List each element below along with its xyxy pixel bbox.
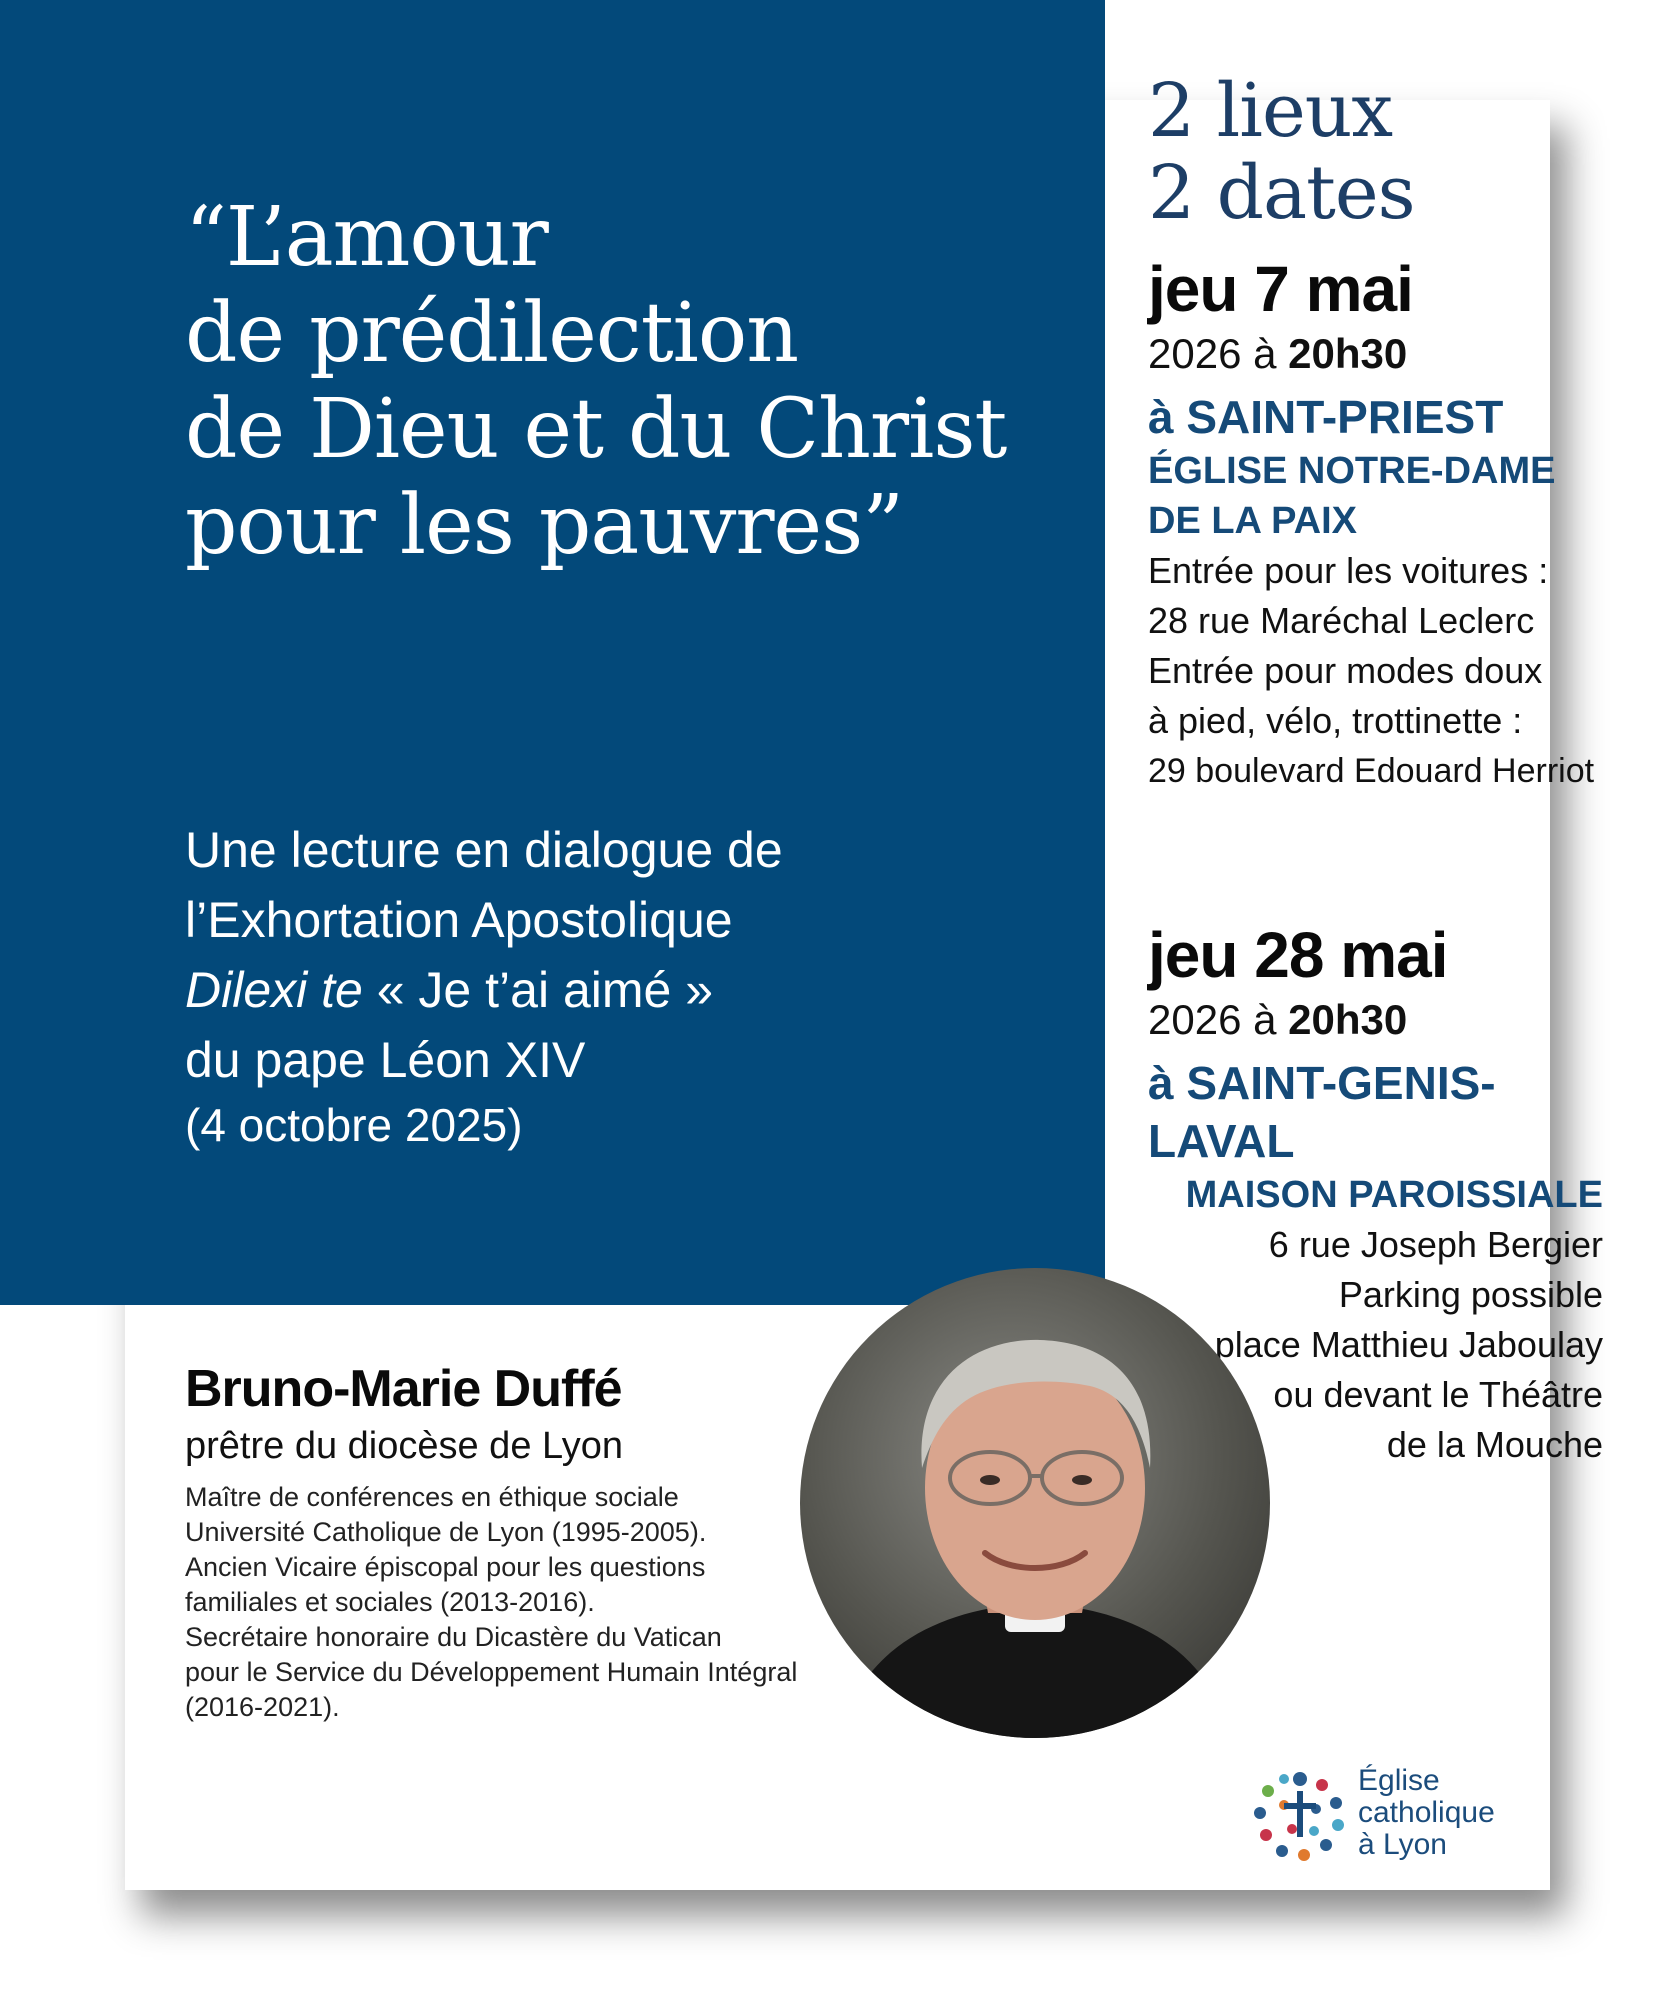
event2-time: 20h30 xyxy=(1288,996,1408,1043)
event1-info: Entrée pour les voitures : xyxy=(1148,550,1549,591)
logo-mark-icon xyxy=(1250,1765,1350,1865)
subtitle-line xyxy=(185,955,1085,1025)
speaker-role: prêtre du diocèse de Lyon xyxy=(185,1425,624,1467)
event2-venue: MAISON PAROISSIALE xyxy=(1185,1174,1603,1216)
bio-line: familiales et sociales (2013-2016). xyxy=(185,1587,595,1617)
logo-text xyxy=(1358,1765,1495,1861)
event1-date: jeu 7 mai xyxy=(1148,253,1413,325)
event1-time: 20h30 xyxy=(1288,330,1408,377)
event1-info: à pied, vélo, trottinette : xyxy=(1148,700,1523,741)
bio-line: Ancien Vicaire épiscopal pour les questions xyxy=(185,1552,706,1582)
event2-date: jeu 28 mai xyxy=(1148,919,1448,991)
speaker-name: Bruno-Marie Duffé xyxy=(185,1360,622,1418)
event2-info: Parking possible xyxy=(1338,1274,1603,1315)
quote-title xyxy=(185,190,1085,574)
bio-line: Maître de conférences en éthique sociale xyxy=(185,1482,679,1512)
subtitle-line: du pape Léon XIV xyxy=(185,1032,586,1088)
events-column xyxy=(1148,70,1648,796)
event1-year xyxy=(1148,326,1648,382)
event1-place: à SAINT-PRIEST xyxy=(1148,391,1504,443)
title-line: de Dieu et du Christ xyxy=(185,382,1007,477)
event1-info: Entrée pour modes doux xyxy=(1148,650,1543,691)
event1-info: 29 boulevard Edouard Herriot xyxy=(1148,752,1595,790)
speaker-info xyxy=(185,1358,885,1725)
event2-year-prefix: 2026 à xyxy=(1148,996,1289,1043)
logo-line: Église xyxy=(1358,1764,1440,1797)
event1-venue: DE LA PAIX xyxy=(1148,500,1358,542)
bio-line: Université Catholique de Lyon (1995-2005). xyxy=(185,1517,707,1547)
bio-line: Secrétaire honoraire du Dicastère du Vatican xyxy=(185,1622,722,1652)
subtitle-line: Une lecture en dialogue de xyxy=(185,822,783,878)
subtitle-date: (4 octobre 2025) xyxy=(185,1099,523,1151)
headline-line: 2 dates xyxy=(1148,150,1415,236)
event2-year xyxy=(1148,992,1603,1048)
subtitle-rest: « Je t’ai aimé » xyxy=(362,962,714,1018)
subtitle-italic: Dilexi te xyxy=(185,962,363,1018)
event2-info: place Matthieu Jaboulay xyxy=(1214,1324,1603,1365)
event1-info: 28 rue Maréchal Leclerc xyxy=(1148,600,1535,641)
event2-info: 6 rue Joseph Bergier xyxy=(1268,1224,1603,1265)
headline xyxy=(1148,70,1648,234)
event2-place: à SAINT-GENIS-LAVAL xyxy=(1148,1057,1496,1167)
title-line: de prédilection xyxy=(185,286,799,381)
title-line: “L’amour xyxy=(185,190,548,285)
diocese-logo xyxy=(1250,1765,1550,1865)
event2-info: de la Mouche xyxy=(1386,1424,1603,1465)
speaker-bio xyxy=(185,1480,885,1725)
bio-line: (2016-2021). xyxy=(185,1692,340,1722)
subtitle xyxy=(185,815,1085,1155)
headline-line: 2 lieux xyxy=(1148,68,1393,154)
event1-year-prefix: 2026 à xyxy=(1148,330,1289,377)
title-line: pour les pauvres” xyxy=(185,478,904,573)
event2-info: ou devant le Théâtre xyxy=(1273,1374,1603,1415)
logo-line: catholique xyxy=(1358,1796,1495,1829)
subtitle-line: l’Exhortation Apostolique xyxy=(185,892,733,948)
event1-venue: ÉGLISE NOTRE-DAME xyxy=(1148,450,1556,492)
bio-line: pour le Service du Développement Humain Intégral xyxy=(185,1657,798,1687)
logo-line: à Lyon xyxy=(1358,1828,1447,1861)
